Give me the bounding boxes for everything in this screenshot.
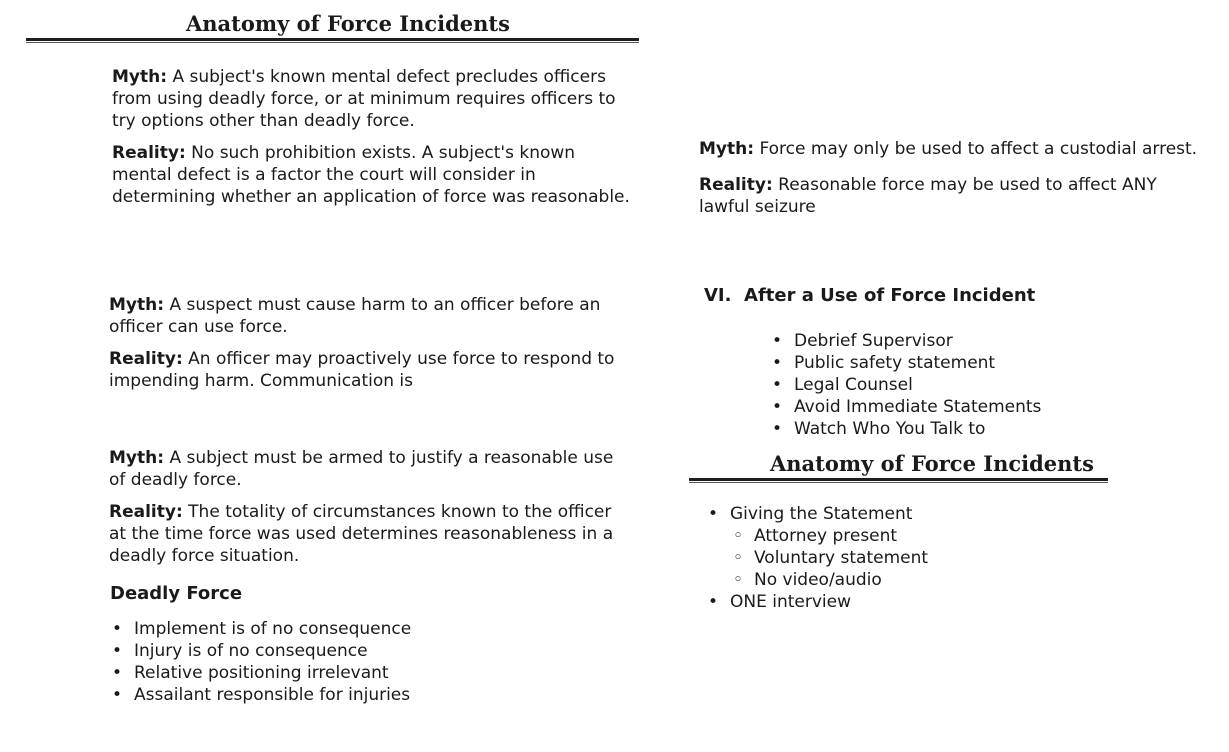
section-title: After a Use of Force Incident bbox=[744, 285, 1036, 306]
reality-text: An officer may proactively use force to respond to impending harm. Communication is bbox=[109, 349, 615, 391]
myth-paragraph bbox=[699, 138, 1199, 160]
sub-list-item: ◦ Attorney present bbox=[730, 525, 928, 547]
statement-list bbox=[706, 503, 928, 613]
reality-text: Reasonable force may be used to affect ANY lawful seizure bbox=[699, 175, 1157, 217]
deadly-force-list bbox=[110, 618, 411, 706]
list-item: • Assailant responsible for injuries bbox=[110, 684, 411, 706]
reality-label: Reality: bbox=[109, 349, 183, 369]
list-item: • Implement is of no consequence bbox=[110, 618, 411, 640]
myth-label: Myth: bbox=[699, 139, 755, 159]
list-item: • Avoid Immediate Statements bbox=[770, 396, 1041, 418]
myth-paragraph bbox=[112, 66, 632, 132]
section-vi-heading bbox=[704, 285, 1035, 306]
list-item: • ONE interview bbox=[706, 591, 928, 613]
myth-label: Myth: bbox=[109, 295, 165, 315]
reality-paragraph bbox=[109, 501, 629, 567]
sub-list-item: ◦ No video/audio bbox=[730, 569, 928, 591]
myth-paragraph bbox=[109, 447, 629, 491]
page-title-left: Anatomy of Force Incidents bbox=[186, 11, 510, 36]
list-item: • Relative positioning irrelevant bbox=[110, 662, 411, 684]
myth-paragraph bbox=[109, 294, 619, 338]
after-incident-list bbox=[770, 330, 1041, 440]
reality-text: No such prohibition exists. A subject's known mental defect is a factor the court will consider in determining whether an application of force was reasonable. bbox=[112, 143, 630, 207]
myth-text: A subject's known mental defect precludes officers from using deadly force, or at minimum requires officers to try options other than deadly force. bbox=[112, 67, 616, 131]
myth-block-custodial bbox=[699, 138, 1199, 218]
myth-block-armed bbox=[109, 447, 629, 567]
list-item: • Injury is of no consequence bbox=[110, 640, 411, 662]
list-item: • Watch Who You Talk to bbox=[770, 418, 1041, 440]
statement-sublist bbox=[730, 525, 928, 591]
reality-paragraph bbox=[112, 142, 632, 208]
list-item: • Legal Counsel bbox=[770, 374, 1041, 396]
reality-label: Reality: bbox=[109, 502, 183, 522]
title-rule-right bbox=[689, 478, 1108, 483]
myth-label: Myth: bbox=[109, 448, 165, 468]
reality-label: Reality: bbox=[112, 143, 186, 163]
reality-text: The totality of circumstances known to the officer at the time force was used determines reasonableness in a deadly force situation. bbox=[109, 502, 614, 566]
reality-label: Reality: bbox=[699, 175, 773, 195]
list-item-text: Giving the Statement bbox=[730, 504, 913, 524]
list-item bbox=[706, 503, 928, 591]
myth-label: Myth: bbox=[112, 67, 168, 87]
myth-block-harm bbox=[109, 294, 619, 392]
title-rule-left bbox=[26, 38, 639, 43]
reality-paragraph bbox=[109, 348, 619, 392]
myth-text: A subject must be armed to justify a reasonable use of deadly force. bbox=[109, 448, 614, 490]
list-item: • Debrief Supervisor bbox=[770, 330, 1041, 352]
deadly-force-heading: Deadly Force bbox=[110, 583, 243, 604]
list-item: • Public safety statement bbox=[770, 352, 1041, 374]
myth-text: Force may only be used to affect a custodial arrest. bbox=[759, 139, 1198, 159]
myth-text: A suspect must cause harm to an officer before an officer can use force. bbox=[109, 295, 601, 337]
reality-paragraph bbox=[699, 174, 1199, 218]
page-title-right: Anatomy of Force Incidents bbox=[770, 451, 1094, 476]
myth-block-mental-defect bbox=[112, 66, 632, 208]
sub-list-item: ◦ Voluntary statement bbox=[730, 547, 928, 569]
section-number: VI. bbox=[704, 285, 732, 306]
